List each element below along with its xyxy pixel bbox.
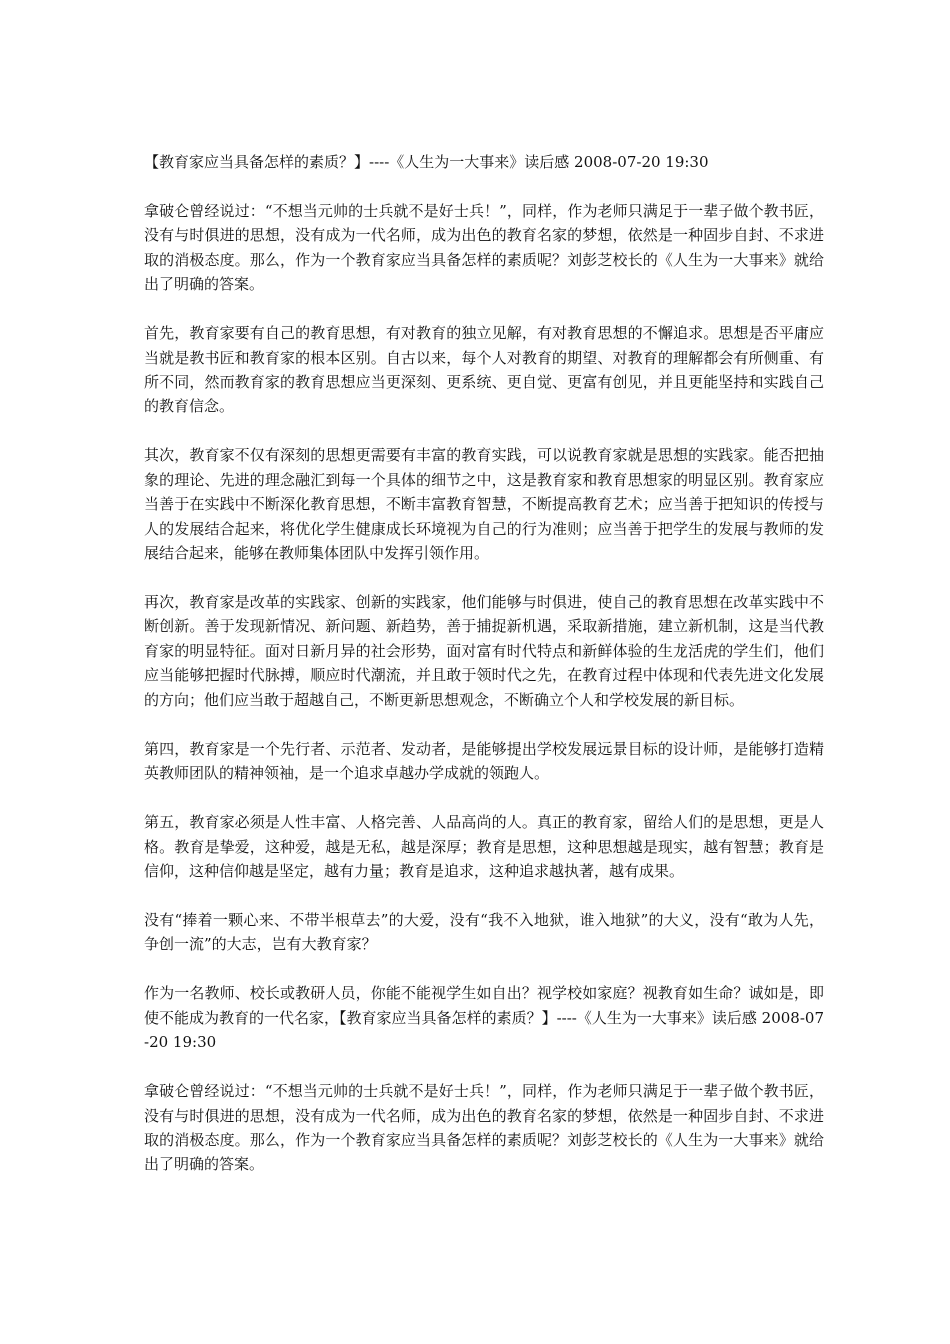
paragraph-question: 没有“捧着一颗心来、不带半根草去”的大爱，没有“我不入地狱，谁入地狱”的大义，没有“敢为人先，争创一流”的大志，岂有大教育家？ <box>144 910 824 954</box>
paragraph-second: 其次，教育家不仅有深刻的思想更需要有丰富的教育实践，可以说教育家就是思想的实践家。能否把抽象的理论、先进的理念融汇到每一个具体的细节之中，这是教育家和教育思想家的明显区别。教育家应当善于在实践中不断深化教育思想，不断丰富教育智慧，不断提高教育艺术；应当善于把知识的传授与人的发展结合起来，将优化学生健康成长环境视为自己的行为准则；应当善于把学生的发展与教师的发展结合起来，能够在教师集体团队中发挥引领作用。 <box>144 446 824 563</box>
paragraph-fifth: 第五，教育家必须是人性丰富、人格完善、人品高尚的人。真正的教育家，留给人们的是思想，更是人格。教育是挚爱，这种爱，越是无私，越是深厚；教育是思想，这种思想越是现实，越有智慧；教育是信仰，这种信仰越是坚定，越有力量；教育是追求，这种追求越执著，越有成果。 <box>144 813 824 880</box>
paragraph-first: 首先，教育家要有自己的教育思想，有对教育的独立见解，有对教育思想的不懈追求。思想是否平庸应当就是教书匠和教育家的根本区别。自古以来，每个人对教育的期望、对教育的理解都会有所侧重、有所不同，然而教育家的教育思想应当更深刻、更系统、更自觉、更富有创见，并且更能坚持和实践自己的教育信念。 <box>144 324 824 416</box>
document-body <box>144 150 824 1201</box>
paragraph-conclusion: 作为一名教师、校长或教研人员，你能不能视学生如自出？视学校如家庭？视教育如生命？诚如是，即使不能成为教育的一代名家，【教育家应当具备怎样的素质？】----《人生为一大事来》读后感 2008-07-20 19:30 <box>144 984 824 1052</box>
document-title: 【教育家应当具备怎样的素质？】----《人生为一大事来》读后感 2008-07-20 19:30 <box>144 153 709 171</box>
paragraph-fourth: 第四，教育家是一个先行者、示范者、发动者，是能够提出学校发展远景目标的设计师，是能够打造精英教师团队的精神领袖，是一个追求卓越办学成就的领跑人。 <box>144 739 824 783</box>
paragraph-third: 再次，教育家是改革的实践家、创新的实践家，他们能够与时俱进，使自己的教育思想在改革实践中不断创新。善于发现新情况、新问题、新趋势，善于捕捉新机遇，采取新措施，建立新机制，这是当代教育家的明显特征。面对日新月异的社会形势，面对富有时代特点和新鲜体验的生龙活虎的学生们，他们应当能够把握时代脉搏，顺应时代潮流，并且敢于领时代之先，在教育过程中体现和代表先进文化发展的方向；他们应当敢于超越自己，不断更新思想观念，不断确立个人和学校发展的新目标。 <box>144 593 824 709</box>
paragraph-intro: 拿破仑曾经说过：“不想当元帅的士兵就不是好士兵！”，同样，作为老师只满足于一辈子做个教书匠，没有与时俱进的思想，没有成为一代名师，成为出色的教育名家的梦想，依然是一种固步自封、不求进取的消极态度。那么，作为一个教育家应当具备怎样的素质呢？刘彭芝校长的《人生为一大事来》就给出了明确的答案。 <box>144 202 824 294</box>
paragraph-repeat-intro: 拿破仑曾经说过：“不想当元帅的士兵就不是好士兵！”，同样，作为老师只满足于一辈子做个教书匠，没有与时俱进的思想，没有成为一代名师，成为出色的教育名家的梦想，依然是一种固步自封、不求进取的消极态度。那么，作为一个教育家应当具备怎样的素质呢？刘彭芝校长的《人生为一大事来》就给出了明确的答案。 <box>144 1082 824 1174</box>
